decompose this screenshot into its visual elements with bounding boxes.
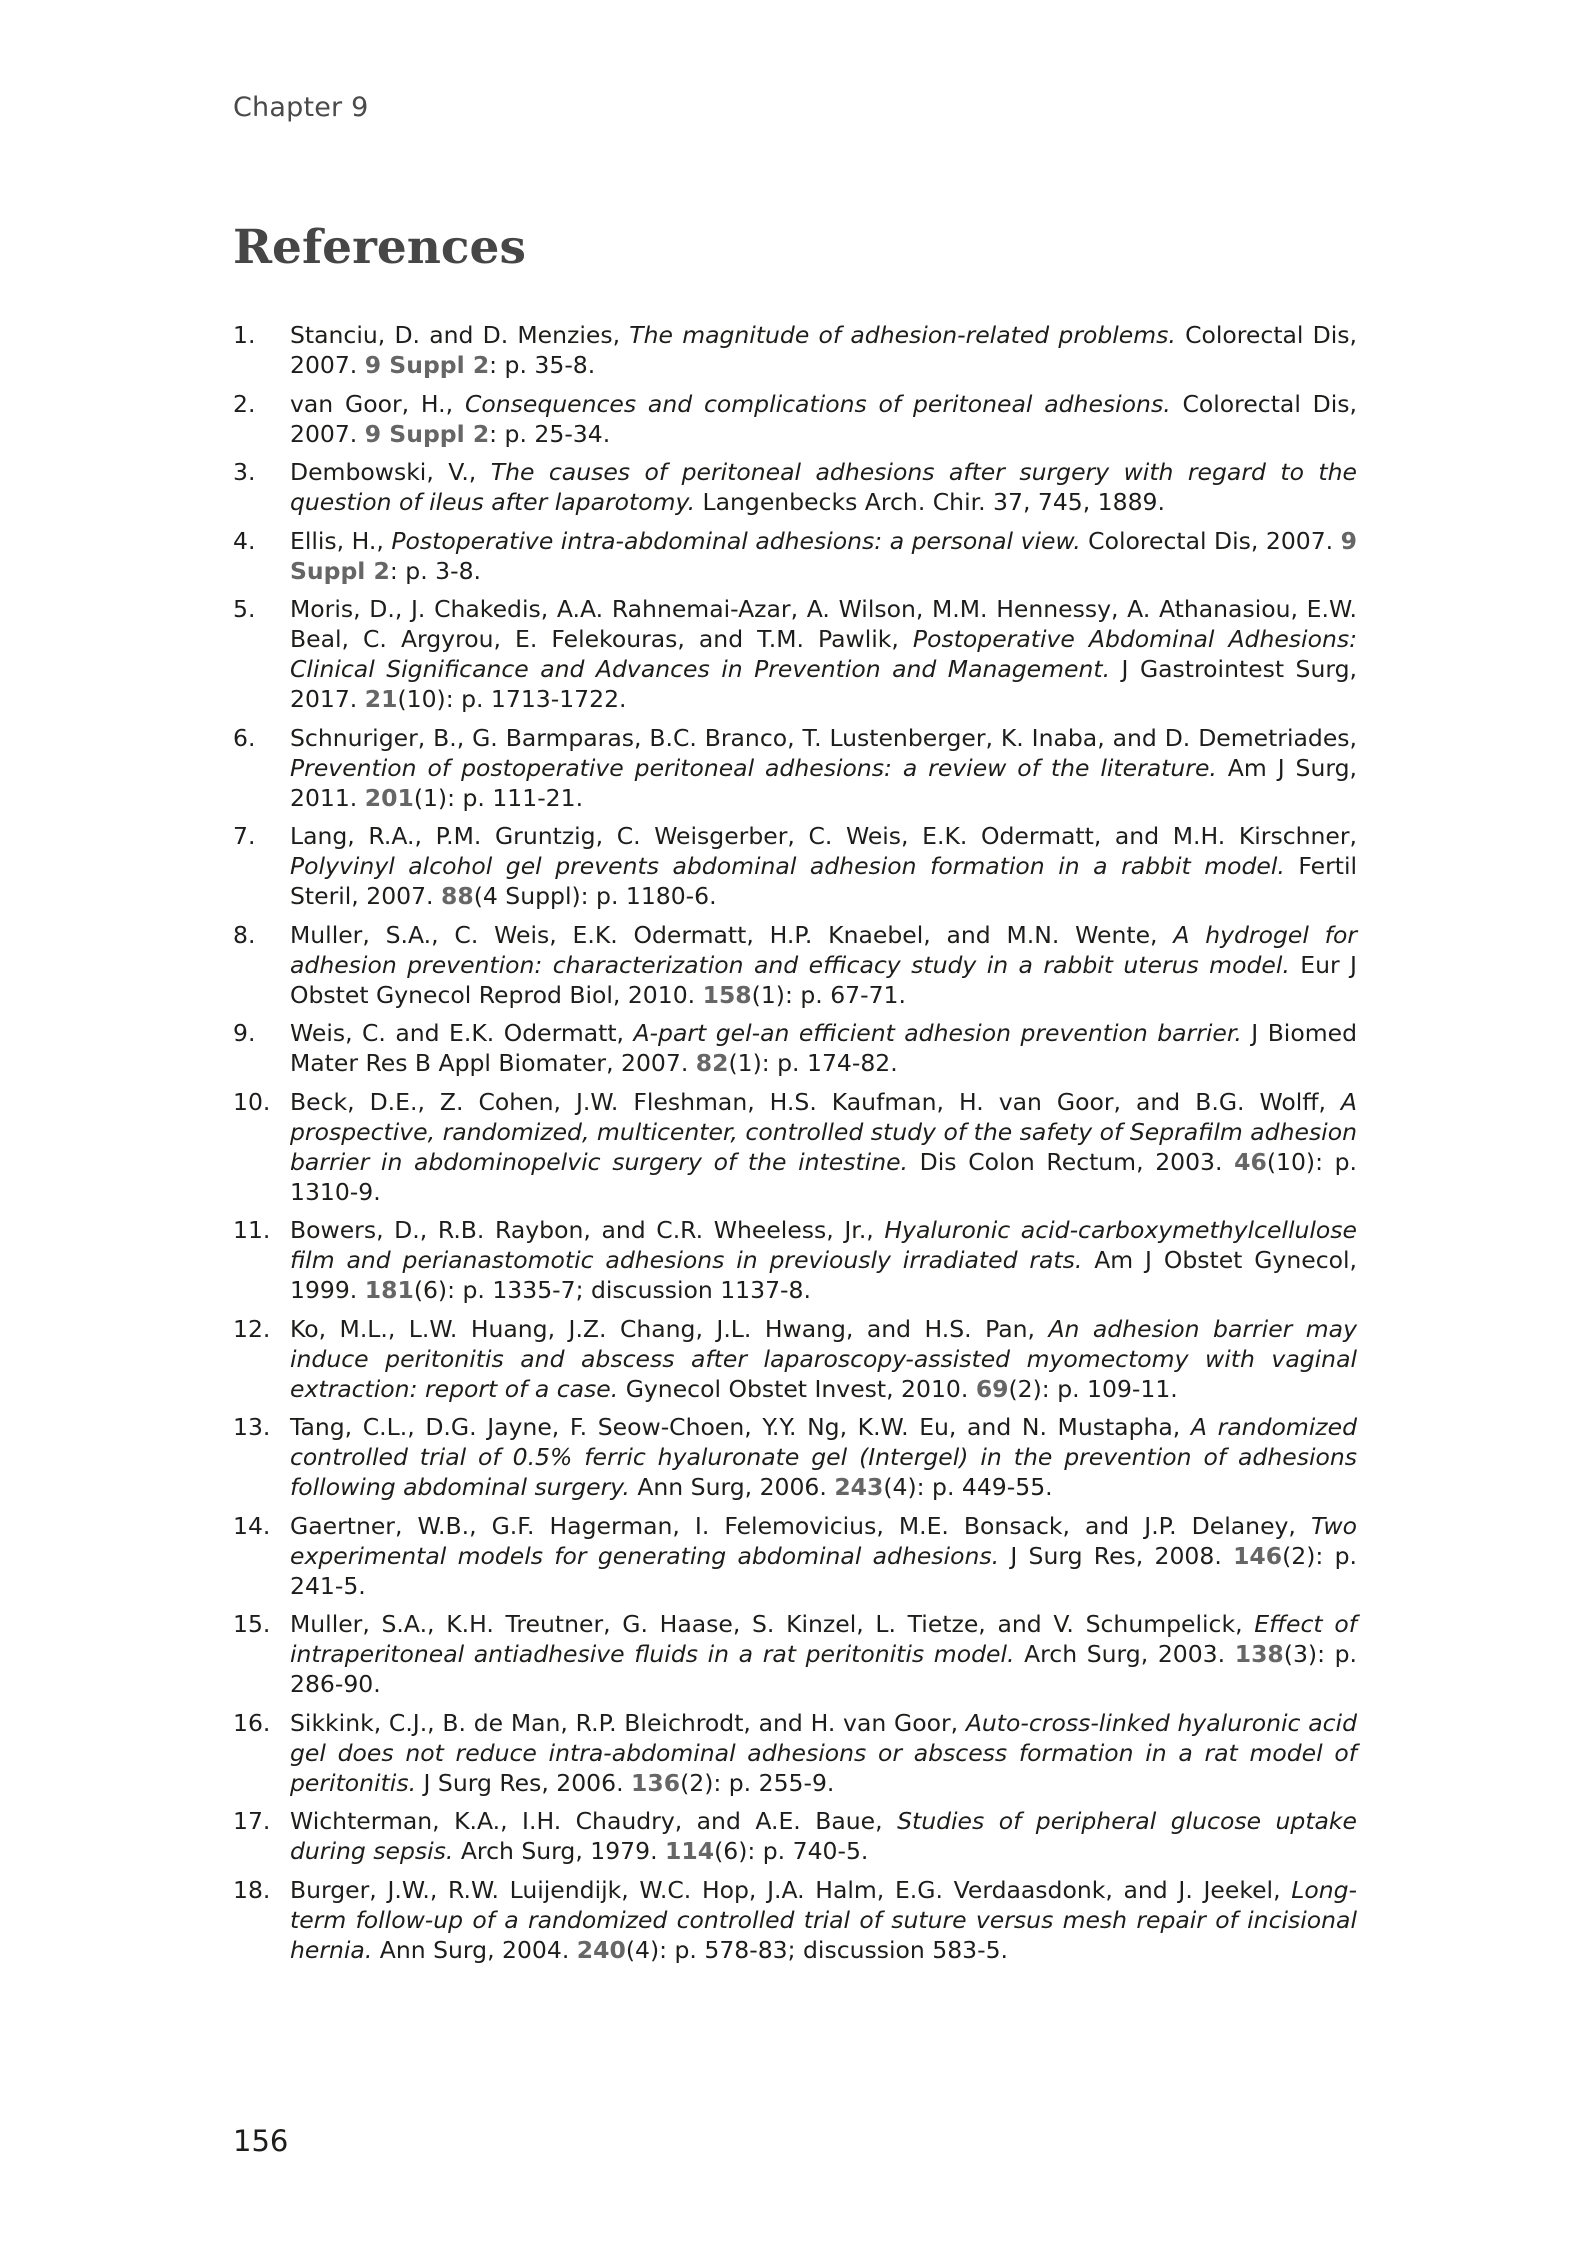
reference-volume: 82	[695, 1049, 729, 1077]
reference-authors: Sikkink, C.J., B. de Man, R.P. Bleichrodt, and H. van Goor,	[290, 1708, 966, 1737]
reference-journal: J Surg Res, 2008.	[999, 1541, 1234, 1570]
reference-title: A-part gel-an efficient adhesion prevention barrier.	[633, 1019, 1242, 1047]
reference-volume: 46	[1234, 1147, 1267, 1176]
reference-item	[233, 594, 1357, 714]
reference-authors: Bowers, D., R.B. Raybon, and C.R. Wheeless, Jr.,	[290, 1216, 885, 1244]
reference-item	[233, 1018, 1357, 1078]
reference-title: Postoperative intra-abdominal adhesions: a personal view.	[391, 526, 1081, 555]
reference-volume: 88	[441, 882, 474, 910]
reference-authors: Gaertner, W.B., G.F. Hagerman, I. Felemovicius, M.E. Bonsack, and J.P. Delaney,	[290, 1511, 1311, 1540]
reference-item	[233, 457, 1357, 517]
reference-authors: Ellis, H.,	[290, 526, 392, 555]
reference-authors: Lang, R.A., P.M. Gruntzig, C. Weisgerber, C. Weis, E.K. Odermatt, and M.H. Kirschner,	[290, 822, 1357, 850]
reference-journal: Colorectal Dis, 2007.	[290, 321, 1358, 379]
reference-number: 15.	[233, 1610, 271, 1638]
reference-title: Effect of intraperitoneal antiadhesive fluids in a rat peritonitis model.	[290, 1610, 1357, 1668]
reference-journal: Dis Colon Rectum, 2003.	[908, 1147, 1235, 1176]
reference-number: 14.	[233, 1511, 271, 1540]
reference-pages: : p. 25-34.	[489, 419, 611, 448]
reference-journal: Am J Obstet Gynecol, 1999.	[290, 1246, 1357, 1304]
reference-authors: Muller, S.A., C. Weis, E.K. Odermatt, H.P. Knaebel, and M.N. Wente,	[290, 920, 1174, 949]
reference-title: The magnitude of adhesion-related problems.	[629, 321, 1176, 349]
reference-title: Postoperative Abdominal Adhesions: Clinical Significance and Advances in Prevention and Management.	[290, 625, 1357, 683]
reference-volume: 9 Suppl 2	[290, 526, 1358, 585]
reference-volume: 136	[631, 1768, 681, 1797]
reference-journal: Colorectal Dis, 2007.	[290, 389, 1357, 448]
reference-volume: 146	[1233, 1541, 1283, 1570]
reference-volume: 114	[665, 1837, 715, 1865]
reference-volume: 181	[364, 1276, 414, 1304]
reference-item	[233, 821, 1357, 911]
reference-journal: Ann Surg, 2004.	[372, 1935, 577, 1964]
reference-title: Long-term follow-up of a randomized controlled trial of suture versus mesh repair of incisional hernia.	[290, 1875, 1357, 1964]
reference-pages: (6): p. 740-5.	[714, 1837, 869, 1865]
reference-number: 13.	[233, 1413, 271, 1441]
reference-journal: Am J Surg, 2011.	[290, 753, 1357, 812]
reference-title: A prospective, randomized, multicenter, controlled study of the safety of Seprafilm adhesion barrier in abdominopelvic surgery of the intestine.	[290, 1087, 1357, 1176]
reference-pages: (2): p. 255-9.	[680, 1768, 835, 1797]
reference-number: 6.	[233, 723, 256, 752]
reference-item	[233, 1314, 1357, 1404]
reference-pages: : p. 3-8.	[389, 556, 481, 585]
reference-number: 3.	[233, 458, 256, 486]
reference-number: 2.	[233, 389, 256, 418]
reference-volume: 158	[702, 980, 752, 1009]
reference-volume: 21	[364, 685, 398, 713]
reference-authors: Tang, C.L., D.G. Jayne, F. Seow-Choen, Y.Y. Ng, K.W. Eu, and N. Mustapha,	[290, 1413, 1191, 1441]
reference-item	[233, 1412, 1357, 1502]
reference-journal: J Biomed Mater Res B Appl Biomater, 2007.	[290, 1019, 1357, 1077]
reference-title: The causes of peritoneal adhesions after surgery with regard to the question of ileus after laparotomy.	[290, 458, 1357, 516]
reference-authors: van Goor, H.,	[290, 389, 465, 418]
reference-item	[233, 389, 1357, 449]
reference-journal: Arch Surg, 2003.	[1014, 1640, 1235, 1668]
reference-item	[233, 1708, 1357, 1798]
reference-number: 8.	[233, 920, 256, 949]
reference-authors: Wichterman, K.A., I.H. Chaudry, and A.E. Baue,	[290, 1807, 898, 1835]
reference-item	[233, 1511, 1357, 1601]
reference-title: Prevention of postoperative peritoneal adhesions: a review of the literature.	[290, 753, 1217, 782]
reference-journal: Langenbecks Arch. Chir. 37, 745, 1889.	[695, 488, 1165, 516]
reference-authors: Dembowski, V.,	[290, 458, 491, 486]
reference-journal: J Surg Res, 2006.	[416, 1768, 632, 1797]
reference-title: Consequences and complications of peritoneal adhesions.	[464, 389, 1171, 418]
reference-journal: Ann Surg, 2006.	[629, 1473, 835, 1501]
reference-journal: Eur J Obstet Gynecol Reprod Biol, 2010.	[290, 950, 1357, 1009]
reference-pages: : p. 35-8.	[489, 351, 596, 379]
reference-list	[233, 320, 1357, 1973]
reference-pages: (2): p. 109-11.	[1008, 1374, 1178, 1403]
reference-number: 10.	[233, 1087, 271, 1116]
reference-number: 4.	[233, 526, 256, 555]
reference-volume: 69	[975, 1374, 1009, 1403]
reference-pages: (4 Suppl): p. 1180-6.	[473, 882, 717, 910]
reference-pages: (3): p. 286-90.	[290, 1640, 1357, 1698]
reference-number: 12.	[233, 1314, 271, 1343]
reference-volume: 243	[834, 1473, 884, 1501]
reference-title: An adhesion barrier may induce peritonitis and abscess after laparoscopy-assisted myomectomy with vaginal extraction: report of a case.	[290, 1314, 1357, 1403]
reference-pages: (1): p. 111-21.	[413, 783, 584, 812]
reference-number: 16.	[233, 1708, 271, 1737]
reference-journal: J Gastrointest Surg, 2017.	[290, 655, 1357, 713]
reference-volume: 9 Suppl 2	[364, 351, 490, 379]
reference-journal: Arch Surg, 1979.	[453, 1837, 666, 1865]
page-number: 156	[233, 2124, 289, 2158]
reference-authors: Muller, S.A., K.H. Treutner, G. Haase, S. Kinzel, L. Tietze, and V. Schumpelick,	[290, 1610, 1255, 1638]
reference-item	[233, 723, 1357, 813]
reference-item	[233, 320, 1357, 380]
reference-item	[233, 1215, 1357, 1305]
reference-pages: (4): p. 578-83; discussion 583-5.	[625, 1935, 1009, 1964]
reference-pages: (10): p. 1713-1722.	[397, 685, 627, 713]
reference-item	[233, 1087, 1357, 1207]
references-heading: References	[233, 220, 526, 275]
reference-item	[233, 1875, 1357, 1965]
reference-pages: (1): p. 67-71.	[751, 980, 906, 1009]
reference-number: 1.	[233, 321, 256, 349]
reference-authors: Stanciu, D. and D. Menzies,	[290, 321, 630, 349]
reference-item	[233, 1806, 1357, 1866]
reference-item	[233, 1609, 1357, 1699]
reference-volume: 240	[576, 1935, 626, 1964]
reference-authors: Weis, C. and E.K. Odermatt,	[290, 1019, 634, 1047]
reference-item	[233, 920, 1357, 1010]
reference-number: 9.	[233, 1019, 256, 1047]
reference-title: Polyvinyl alcohol gel prevents abdominal adhesion formation in a rabbit model.	[290, 852, 1285, 880]
reference-journal: Gynecol Obstet Invest, 2010.	[618, 1374, 976, 1403]
reference-authors: Schnuriger, B., G. Barmparas, B.C. Branco, T. Lustenberger, K. Inaba, and D. Demetriades,	[290, 723, 1357, 752]
reference-journal: Fertil Steril, 2007.	[290, 852, 1358, 910]
reference-pages: (6): p. 1335-7; discussion 1137-8.	[413, 1276, 811, 1304]
reference-authors: Burger, J.W., R.W. Luijendijk, W.C. Hop, J.A. Halm, E.G. Verdaasdonk, and J. Jeekel,	[290, 1875, 1292, 1904]
reference-title: Hyaluronic acid-carboxymethylcellulose film and perianastomotic adhesions in previously irradiated rats.	[290, 1216, 1357, 1274]
reference-number: 11.	[233, 1216, 271, 1244]
reference-title: Two experimental models for generating abdominal adhesions.	[290, 1511, 1357, 1570]
reference-number: 18.	[233, 1875, 271, 1904]
reference-title: Studies of peripheral glucose uptake during sepsis.	[290, 1807, 1357, 1865]
reference-title: A randomized controlled trial of 0.5% ferric hyaluronate gel (Intergel) in the prevention of adhesions following abdominal surgery.	[290, 1413, 1357, 1501]
reference-journal: Colorectal Dis, 2007.	[1080, 526, 1341, 555]
reference-pages: (10): p. 1310-9.	[290, 1147, 1358, 1206]
reference-number: 7.	[233, 822, 256, 850]
reference-pages: (4): p. 449-55.	[883, 1473, 1053, 1501]
reference-number: 17.	[233, 1807, 271, 1835]
reference-pages: (1): p. 174-82.	[728, 1049, 898, 1077]
reference-item	[233, 526, 1357, 586]
reference-authors: Beck, D.E., Z. Cohen, J.W. Fleshman, H.S. Kaufman, H. van Goor, and B.G. Wolff,	[290, 1087, 1341, 1116]
reference-pages: (2): p. 241-5.	[290, 1541, 1358, 1600]
reference-authors: Moris, D., J. Chakedis, A.A. Rahnemai-Azar, A. Wilson, M.M. Hennessy, A. Athanasiou, E.W. Beal, C. Argyrou, E. Felekouras, and T.M. Pawlik,	[290, 595, 1357, 653]
reference-title: A hydrogel for adhesion prevention: characterization and efficacy study in a rabbit uterus model.	[290, 920, 1357, 979]
reference-authors: Ko, M.L., L.W. Huang, J.Z. Chang, J.L. Hwang, and H.S. Pan,	[290, 1314, 1049, 1343]
chapter-header: Chapter 9	[233, 92, 369, 123]
reference-number: 5.	[233, 595, 256, 623]
reference-volume: 201	[364, 783, 414, 812]
reference-title: Auto-cross-linked hyaluronic acid gel does not reduce intra-abdominal adhesions or abscess formation in a rat model of peritonitis.	[290, 1708, 1357, 1797]
reference-volume: 9 Suppl 2	[364, 419, 490, 448]
reference-volume: 138	[1234, 1640, 1284, 1668]
